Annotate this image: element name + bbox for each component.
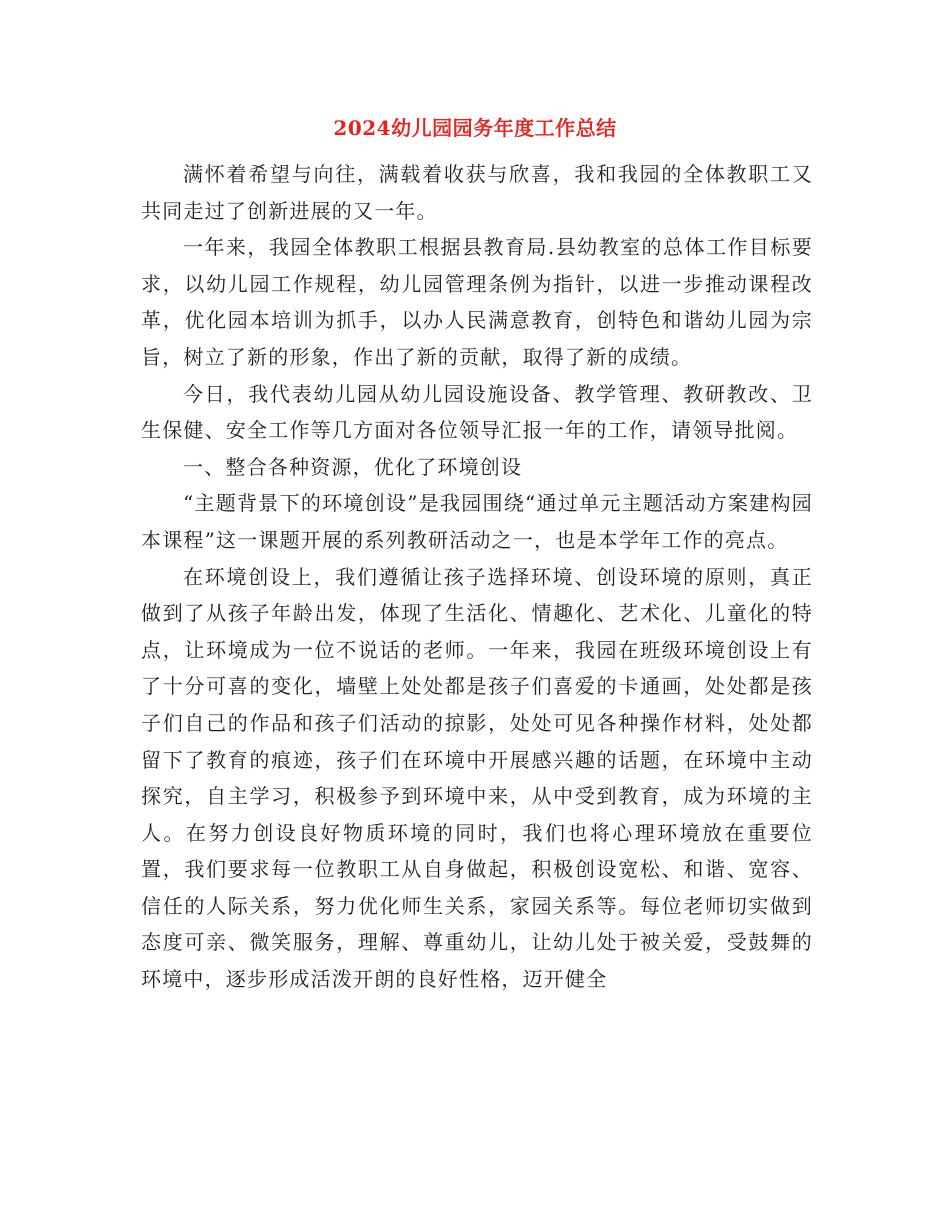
paragraph-overview: 一年来，我园全体教职工根据县教育局.县幼教室的总体工作目标要求，以幼儿园工作规程，幼儿园管理条例为指针，以进一步推动课程改革，优化园本培训为抓手，以办人民满意教育，创特色和谐幼儿园为宗旨，树立了新的形象，作出了新的贡献，取得了新的成绩。 [141,235,813,369]
section-heading-1: 一、整合各种资源，优化了环境创设 [183,454,523,479]
paragraph-intro: 满怀着希望与向往，满载着收获与欣喜，我和我园的全体教职工又共同走过了创新进展的又一年。 [141,162,813,223]
document-title: 2024幼儿园园务年度工作总结 [333,116,617,140]
document-body [141,156,813,998]
paragraph-theme-environment: “主题背景下的环境创设”是我园围绕“通过单元主题活动方案建构园本课程”这一课题开展的系列教研活动之一，也是本学年工作的亮点。 [141,491,813,552]
paragraph-report-scope: 今日，我代表幼儿园从幼儿园设施设备、教学管理、教研教改、卫生保健、安全工作等几方面对各位领导汇报一年的工作，请领导批阅。 [141,381,813,443]
paragraph-environment-creation: 在环境创设上，我们遵循让孩子选择环境、创设环境的原则，真正做到了从孩子年龄出发，体现了生活化、情趣化、艺术化、儿童化的特点，让环境成为一位不说话的老师。一年来，我园在班级环境创设上有了十分可喜的变化，墙壁上处处都是孩子们喜爱的卡通画，处处都是孩子们自己的作品和孩子们活动的掠影，处处可见各种操作材料，处处都留下了教育的痕迹，孩子们在环境中开展感兴趣的话题，在环境中主动探究，自主学习，积极参予到环境中来，从中受到教育，成为环境的主人。在努力创设良好物质环境的同时，我们也将心理环境放在重要位置，我们要求每一位教职工从自身做起，积极创设宽松、和谐、宽容、信任的人际关系，努力优化师生关系，家园关系等。每位老师切实做到态度可亲、微笑服务，理解、尊重幼儿，让幼儿处于被关爱，受鼓舞的环境中，逐步形成活泼开朗的良好性格，迈开健全 [141,564,813,992]
